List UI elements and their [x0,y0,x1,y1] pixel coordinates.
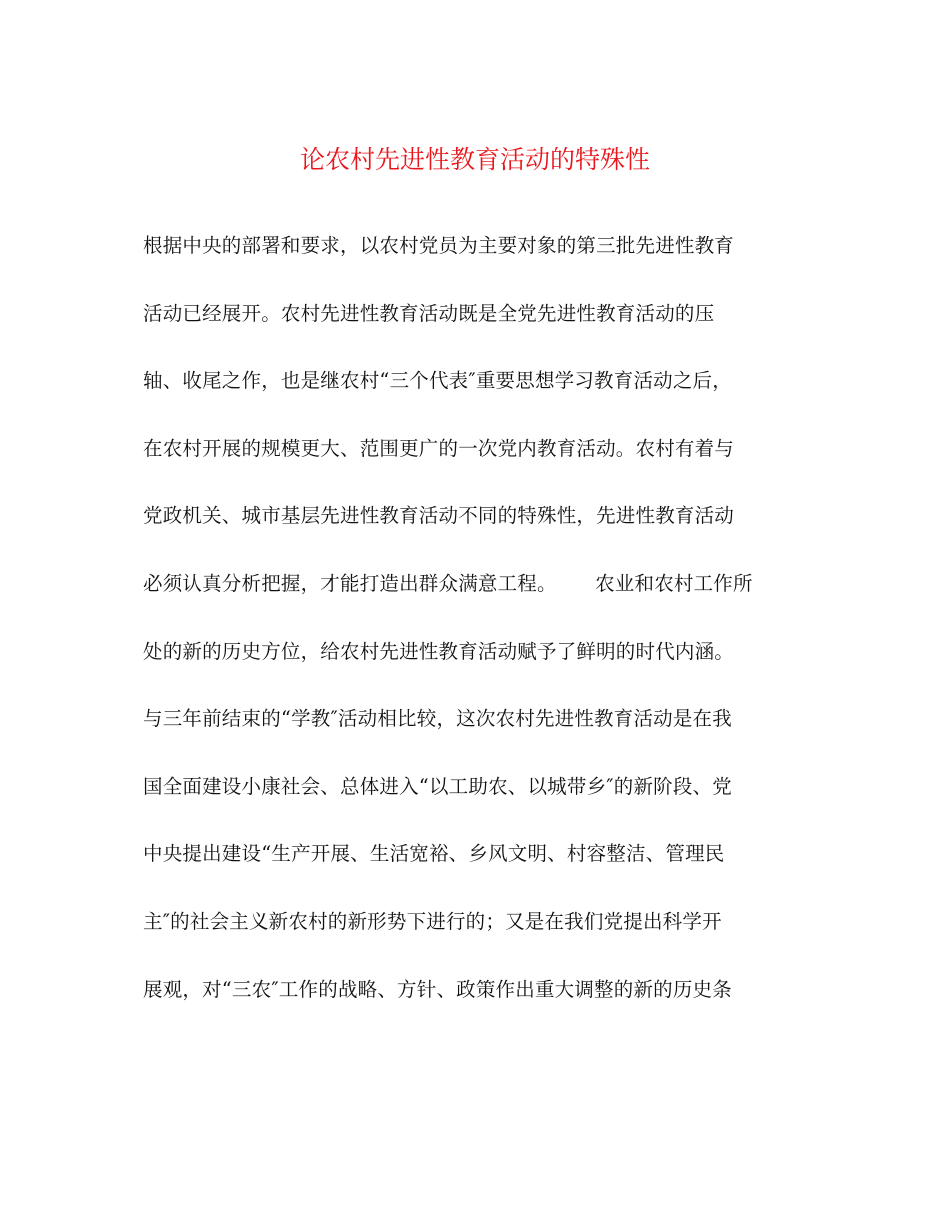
body-line: 国全面建设小康社会、总体进入“以工助农、以城带乡″的新阶段、党 [143,774,732,798]
document-body [143,229,813,1040]
body-line: 主″的社会主义新农村的新形势下进行的；又是在我们党提出科学开 [143,909,722,933]
body-line: 处的新的历史方位，给农村先进性教育活动赋予了鲜明的时代内涵。 [143,639,735,663]
body-line: 与三年前结束的“学教″活动相比较，这次农村先进性教育活动是在我 [143,707,732,731]
document-title: 论农村先进性教育活动的特殊性 [299,145,650,174]
body-line: 活动已经展开。农村先进性教育活动既是全党先进性教育活动的压 [143,301,715,325]
body-line: 中央提出建设“生产开展、生活宽裕、乡风文明、村容整洁、管理民 [143,842,725,866]
body-line: 在农村开展的规模更大、范围更广的一次党内教育活动。农村有着与 [143,436,735,460]
body-line: 党政机关、城市基层先进性教育活动不同的特殊性，先进性教育活动 [143,504,735,528]
body-line: 必须认真分析把握，才能打造出群众满意工程。 农业和农村工作所 [143,571,753,595]
body-line: 展观，对“三农″工作的战略、方针、政策作出重大调整的新的历史条 [143,977,732,1001]
body-line: 根据中央的部署和要求，以农村党员为主要对象的第三批先进性教育 [143,234,735,257]
body-line: 轴、收尾之作，也是继农村“三个代表″重要思想学习教育活动之后， [143,369,732,393]
